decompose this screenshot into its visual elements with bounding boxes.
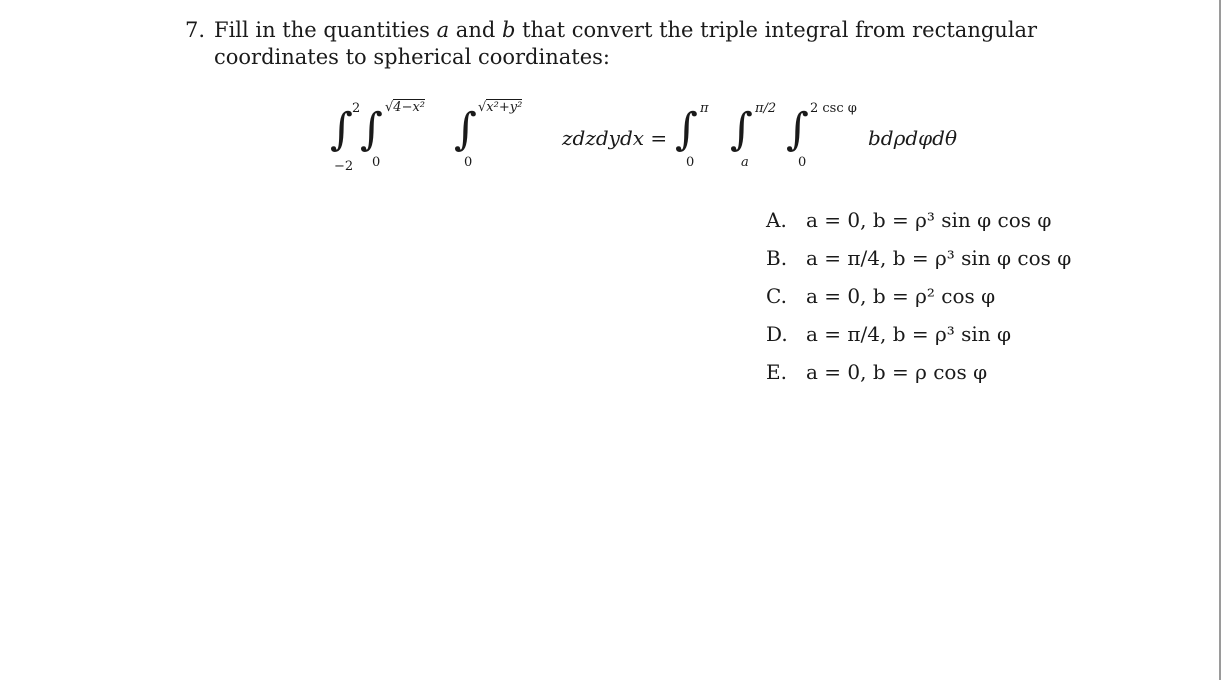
int4-upper-limit: π: [700, 101, 709, 116]
choice-e[interactable]: [766, 357, 987, 387]
rhs-integrand: bdρdφdθ: [868, 126, 958, 150]
integral-sign-4: ∫: [675, 104, 698, 155]
integral-sign-6: ∫: [786, 104, 809, 155]
variable-b: b: [501, 18, 516, 42]
variable-a: a: [436, 18, 450, 42]
choice-a[interactable]: [766, 205, 1051, 235]
integral-sign-5: ∫: [730, 104, 753, 155]
choice-c[interactable]: [766, 281, 995, 311]
int3-upper-limit: √x²+y²: [478, 100, 523, 115]
int6-upper-limit: 2 csc φ: [810, 101, 857, 116]
int1-upper-limit: 2: [352, 101, 361, 116]
question-text: [214, 17, 1065, 71]
choice-letter: A.: [766, 208, 787, 232]
choice-letter: B.: [766, 246, 788, 270]
int2-lower-limit: 0: [372, 155, 381, 170]
question-line2: coordinates to spherical coordinates:: [214, 45, 610, 69]
integral-equation: [330, 100, 990, 190]
lhs-integrand: zdzdydx =: [562, 126, 668, 150]
question-line1-prefix: Fill in the quantities: [214, 18, 437, 42]
choice-text: a = π/4, b = ρ³ sin φ cos φ: [806, 246, 1072, 270]
choice-letter: C.: [766, 284, 787, 308]
integral-sign-3: ∫: [454, 104, 477, 155]
choice-b[interactable]: [766, 243, 1071, 273]
choice-text: a = π/4, b = ρ³ sin φ: [806, 322, 1012, 346]
question-block: [185, 17, 1065, 71]
choice-text: a = 0, b = ρ³ sin φ cos φ: [806, 208, 1052, 232]
choice-letter: D.: [766, 322, 788, 346]
int2-upper-limit: √4−x²: [385, 100, 426, 115]
choice-text: a = 0, b = ρ² cos φ: [806, 284, 996, 308]
choice-letter: E.: [766, 360, 787, 384]
int6-lower-limit: 0: [798, 155, 807, 170]
int5-lower-limit: a: [741, 155, 749, 170]
choice-d[interactable]: [766, 319, 1011, 349]
int4-lower-limit: 0: [686, 155, 695, 170]
question-line1-mid: and: [449, 18, 502, 42]
choice-text: a = 0, b = ρ cos φ: [806, 360, 988, 384]
question-line1-suffix: that convert the triple integral from rectangular: [515, 18, 1038, 42]
question-number: 7.: [185, 18, 206, 42]
integral-sign-2: ∫: [360, 104, 383, 155]
int5-upper-limit: π/2: [755, 101, 777, 116]
int3-lower-limit: 0: [464, 155, 473, 170]
int1-lower-limit: −2: [334, 159, 354, 174]
page-edge-rule: [1219, 0, 1221, 680]
integral-sign-1: ∫: [330, 104, 353, 155]
